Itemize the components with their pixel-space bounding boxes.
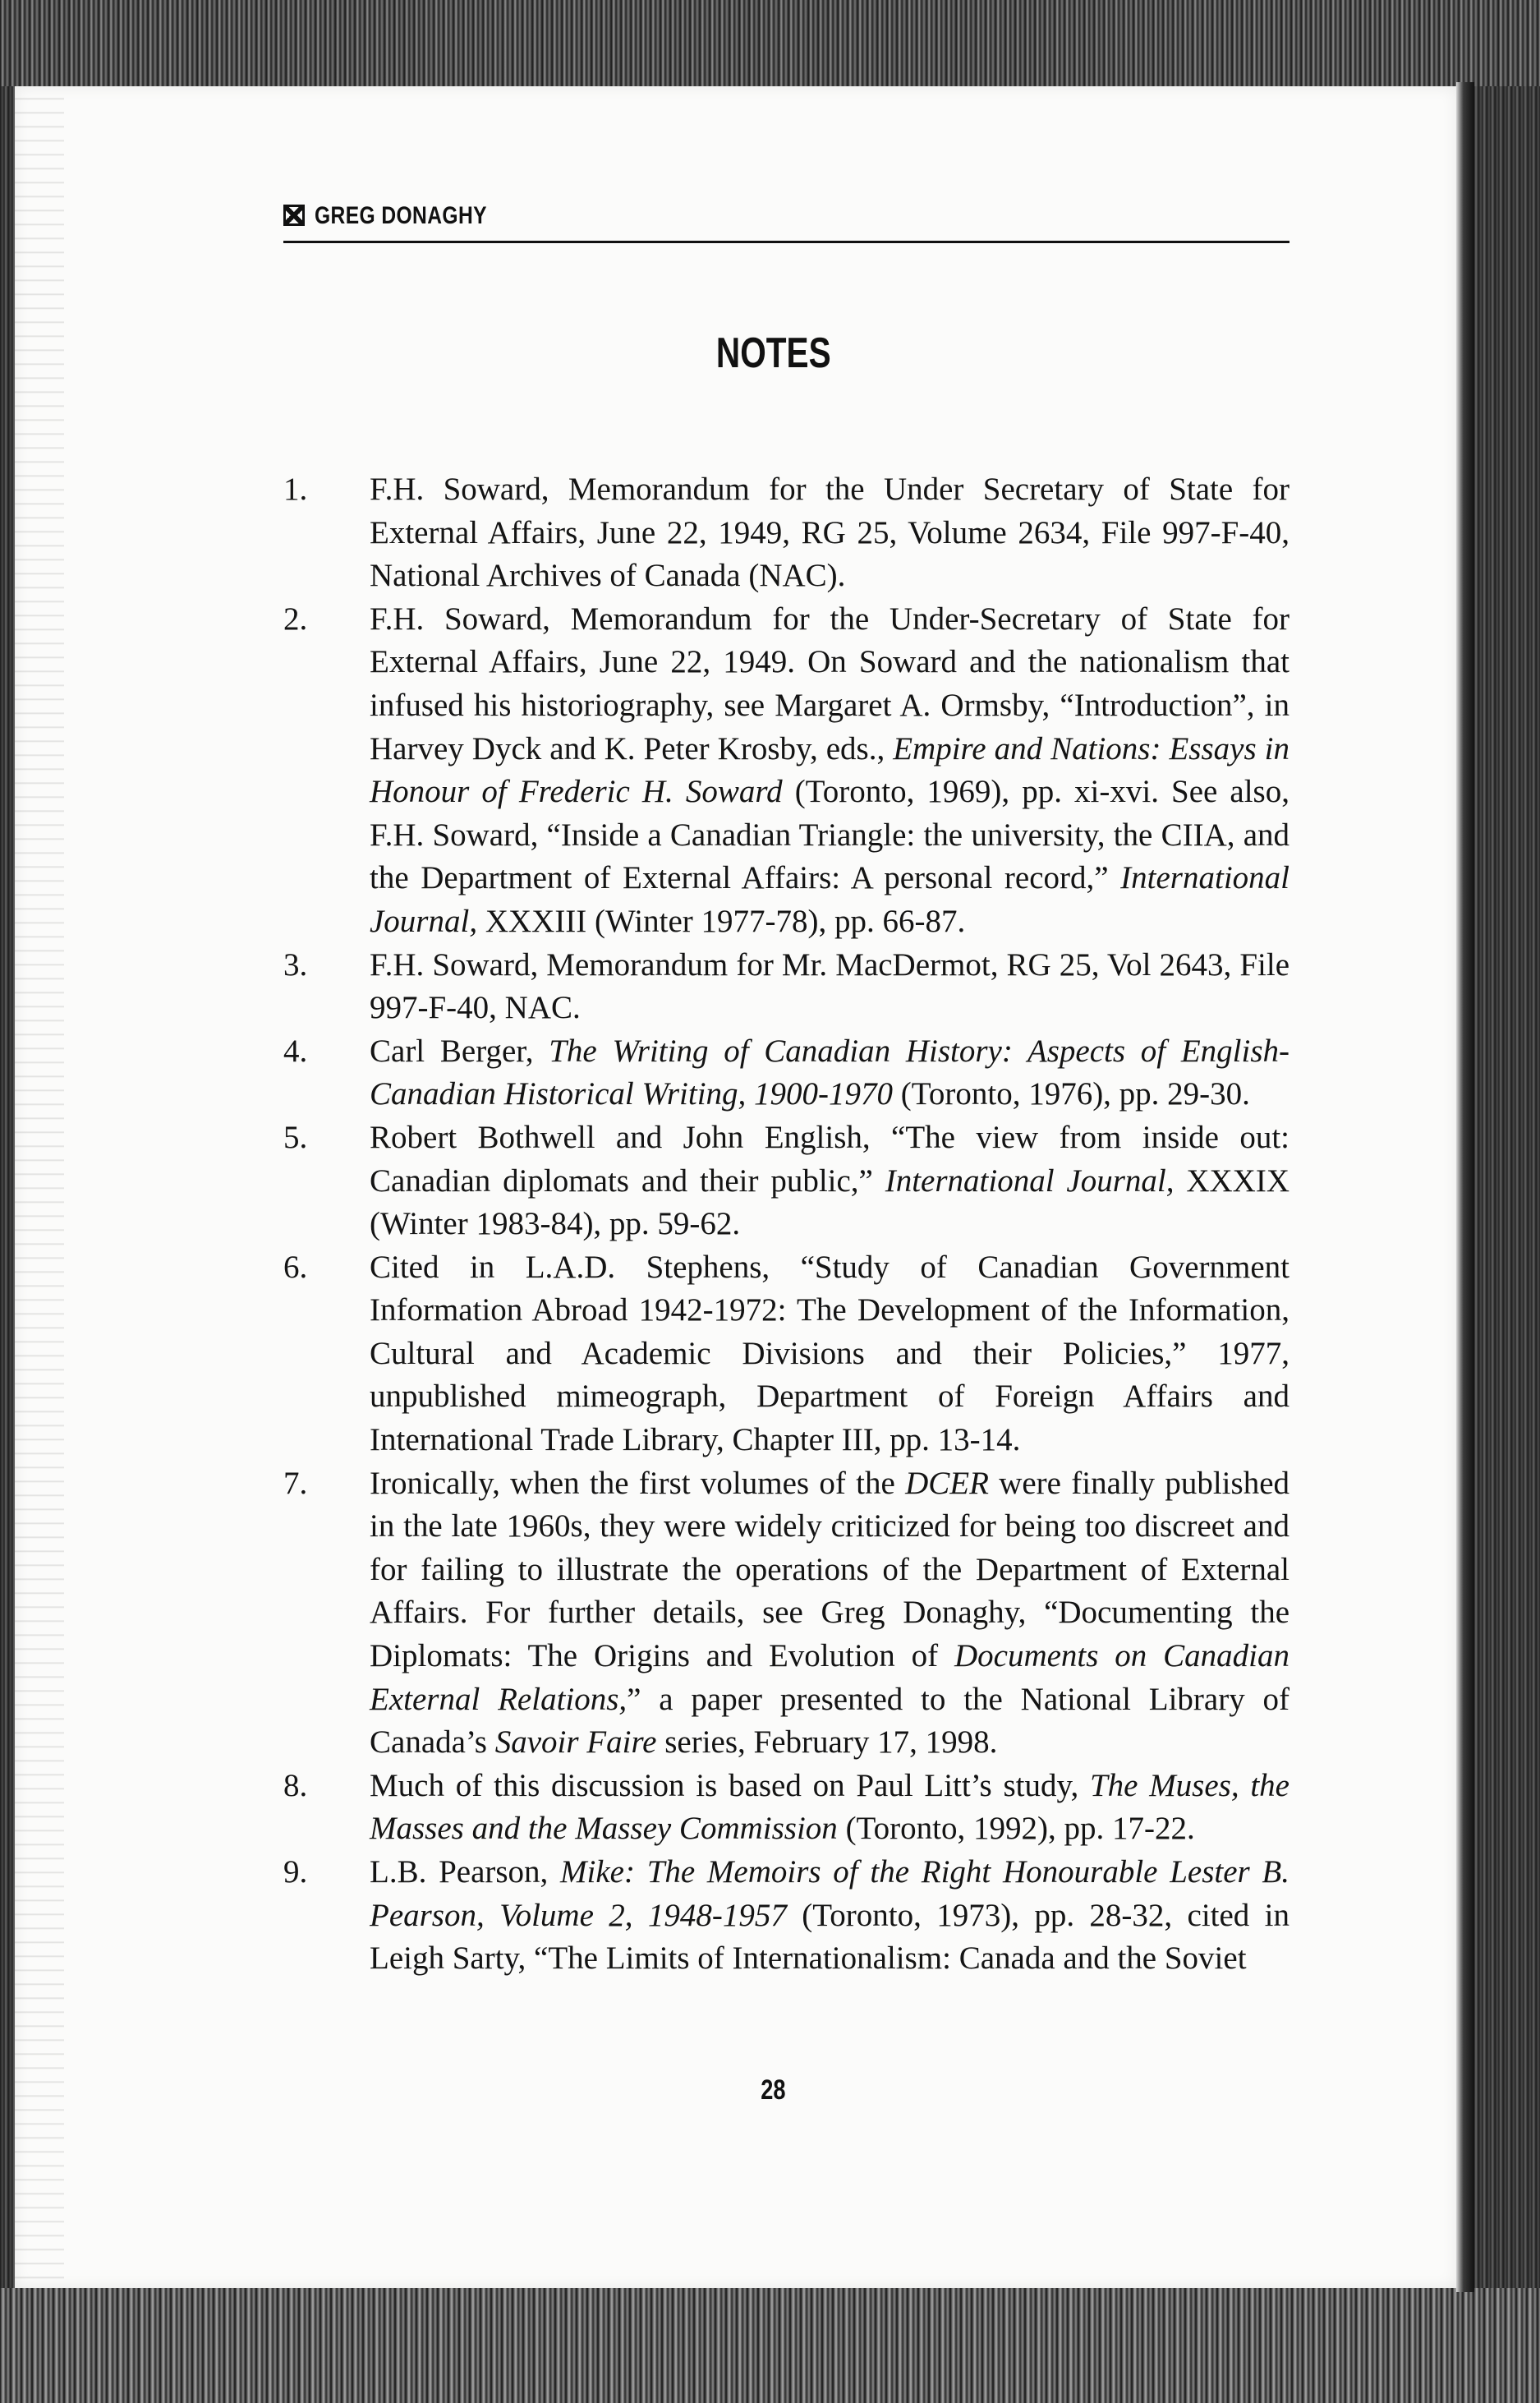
note-title-italic: Empire and Nations: Essays in Honour of Frederic H. Soward	[370, 730, 1289, 810]
note-number: 3.	[283, 946, 308, 983]
note-text-segment: F.H. Soward, Memorandum for the Under Secretary of State for External Affairs, June 22, 1949, RG 25, Volume 2634, File 997-F-40, National Archives of Canada (NAC).	[370, 472, 1289, 594]
note-text-segment: ” a paper presented to the National Library of Canada’s	[370, 1681, 1289, 1761]
page-binding-edge	[1456, 82, 1474, 2292]
notes-list	[283, 468, 1289, 1981]
note-number: 4.	[283, 1033, 308, 1069]
note-item	[283, 468, 1289, 598]
scan-top-edge	[0, 0, 1540, 86]
note-text-segment: Ironically, when the first volumes of the	[370, 1465, 906, 1501]
note-item	[283, 1765, 1289, 1851]
note-text-segment: were finally published in the late 1960s, they were widely criticized for being too discreet and for failing to illustrate the operations of the Department of External Affairs. For further details, see Greg Donaghy, “Documenting the Diplomats: The Origins and Evolution of	[370, 1465, 1290, 1674]
running-head-author: GREG DONAGHY	[315, 202, 487, 229]
note-number: 7.	[283, 1465, 308, 1501]
note-text-segment: F.H. Soward, Memorandum for the Under-Secretary of State for External Affairs, June 22, 1949. On Soward and the nationalism that infused his historiography, see Margaret A. Ormsby, “Introduction”, in Harvey Dyck and K. Peter Krosby, eds.,	[370, 601, 1289, 766]
note-text-segment: L.B. Pearson,	[370, 1854, 561, 1890]
note-text-segment: Carl Berger,	[370, 1033, 549, 1069]
note-text-segment: (Toronto, 1992), pp. 17-22.	[837, 1811, 1195, 1847]
note-text	[370, 947, 1289, 1026]
note-text	[370, 472, 1289, 593]
note-text-segment: Much of this discussion is based on Paul Litt’s study,	[370, 1767, 1090, 1803]
note-text-segment: series, February 17, 1998.	[656, 1724, 998, 1761]
running-head	[283, 201, 1289, 243]
note-text-segment: XXXIX (Winter 1983-84), pp. 59-62.	[370, 1162, 1289, 1242]
note-title-italic: International Journal,	[370, 860, 1289, 939]
note-item	[283, 1030, 1289, 1116]
note-text-segment: Cited in L.A.D. Stephens, “Study of Canadian Government Information Abroad 1942-1972: The Development of the Information, Cultural and Academic Divisions and their Policies,” 1977, unpublished mimeograph, Department of Foreign Affairs and International Trade Library, Chapter III, pp. 13-14.	[370, 1249, 1289, 1458]
note-text	[370, 1466, 1289, 1761]
note-text-segment: Robert Bothwell and John English, “The view from inside out: Canadian diplomats and their public,”	[370, 1119, 1289, 1199]
note-text-segment: XXXIII (Winter 1977-78), pp. 66-87.	[477, 903, 966, 939]
note-title-italic: DCER	[905, 1465, 989, 1501]
note-text	[370, 1120, 1289, 1241]
note-number: 5.	[283, 1119, 308, 1155]
note-number: 8.	[283, 1767, 308, 1803]
note-title-italic: The Writing of Canadian History: Aspects of English-Canadian Historical Writing, 1900-1970	[370, 1033, 1289, 1112]
note-item	[283, 1246, 1289, 1462]
note-title-italic: Documents on Canadian External Relations,	[370, 1638, 1289, 1717]
note-text-segment: (Toronto, 1973), pp. 28-32, cited in Leigh Sarty, “The Limits of Internationalism: Canada and the Soviet	[370, 1897, 1289, 1977]
page-number: 28	[761, 2074, 786, 2106]
note-item	[283, 944, 1289, 1030]
note-number: 1.	[283, 472, 308, 507]
note-number: 6.	[283, 1249, 308, 1285]
note-title-italic: Mike: The Memoirs of the Right Honourable Lester B. Pearson, Volume 2, 1948-1957	[370, 1854, 1289, 1933]
note-number: 9.	[283, 1854, 308, 1890]
note-number: 2.	[283, 601, 308, 637]
note-text	[370, 1250, 1289, 1457]
note-title-italic: International Journal,	[885, 1162, 1175, 1199]
maple-leaf-box-icon	[283, 205, 305, 226]
note-title-italic: The Muses, the Masses and the Massey Commission	[370, 1767, 1289, 1847]
page-title: NOTES	[715, 329, 831, 377]
note-item	[283, 1462, 1289, 1765]
note-item	[283, 598, 1289, 944]
note-item	[283, 1851, 1289, 1981]
note-text	[370, 1768, 1289, 1847]
note-text	[370, 1854, 1289, 1976]
scan-gutter-noise	[15, 86, 64, 2288]
note-text-segment: (Toronto, 1976), pp. 29-30.	[893, 1076, 1250, 1112]
scan-bottom-edge	[0, 2288, 1540, 2403]
note-text	[370, 1033, 1289, 1112]
note-text-segment: (Toronto, 1969), pp. xi-xvi. See also, F.H. Soward, “Inside a Canadian Triangle: the university, the CIIA, and the Department of External Affairs: A personal record,”	[370, 774, 1289, 896]
note-item	[283, 1116, 1289, 1246]
note-text	[370, 601, 1289, 939]
note-title-italic: Savoir Faire	[494, 1724, 657, 1761]
note-text-segment: F.H. Soward, Memorandum for Mr. MacDermot, RG 25, Vol 2643, File 997-F-40, NAC.	[370, 946, 1289, 1026]
